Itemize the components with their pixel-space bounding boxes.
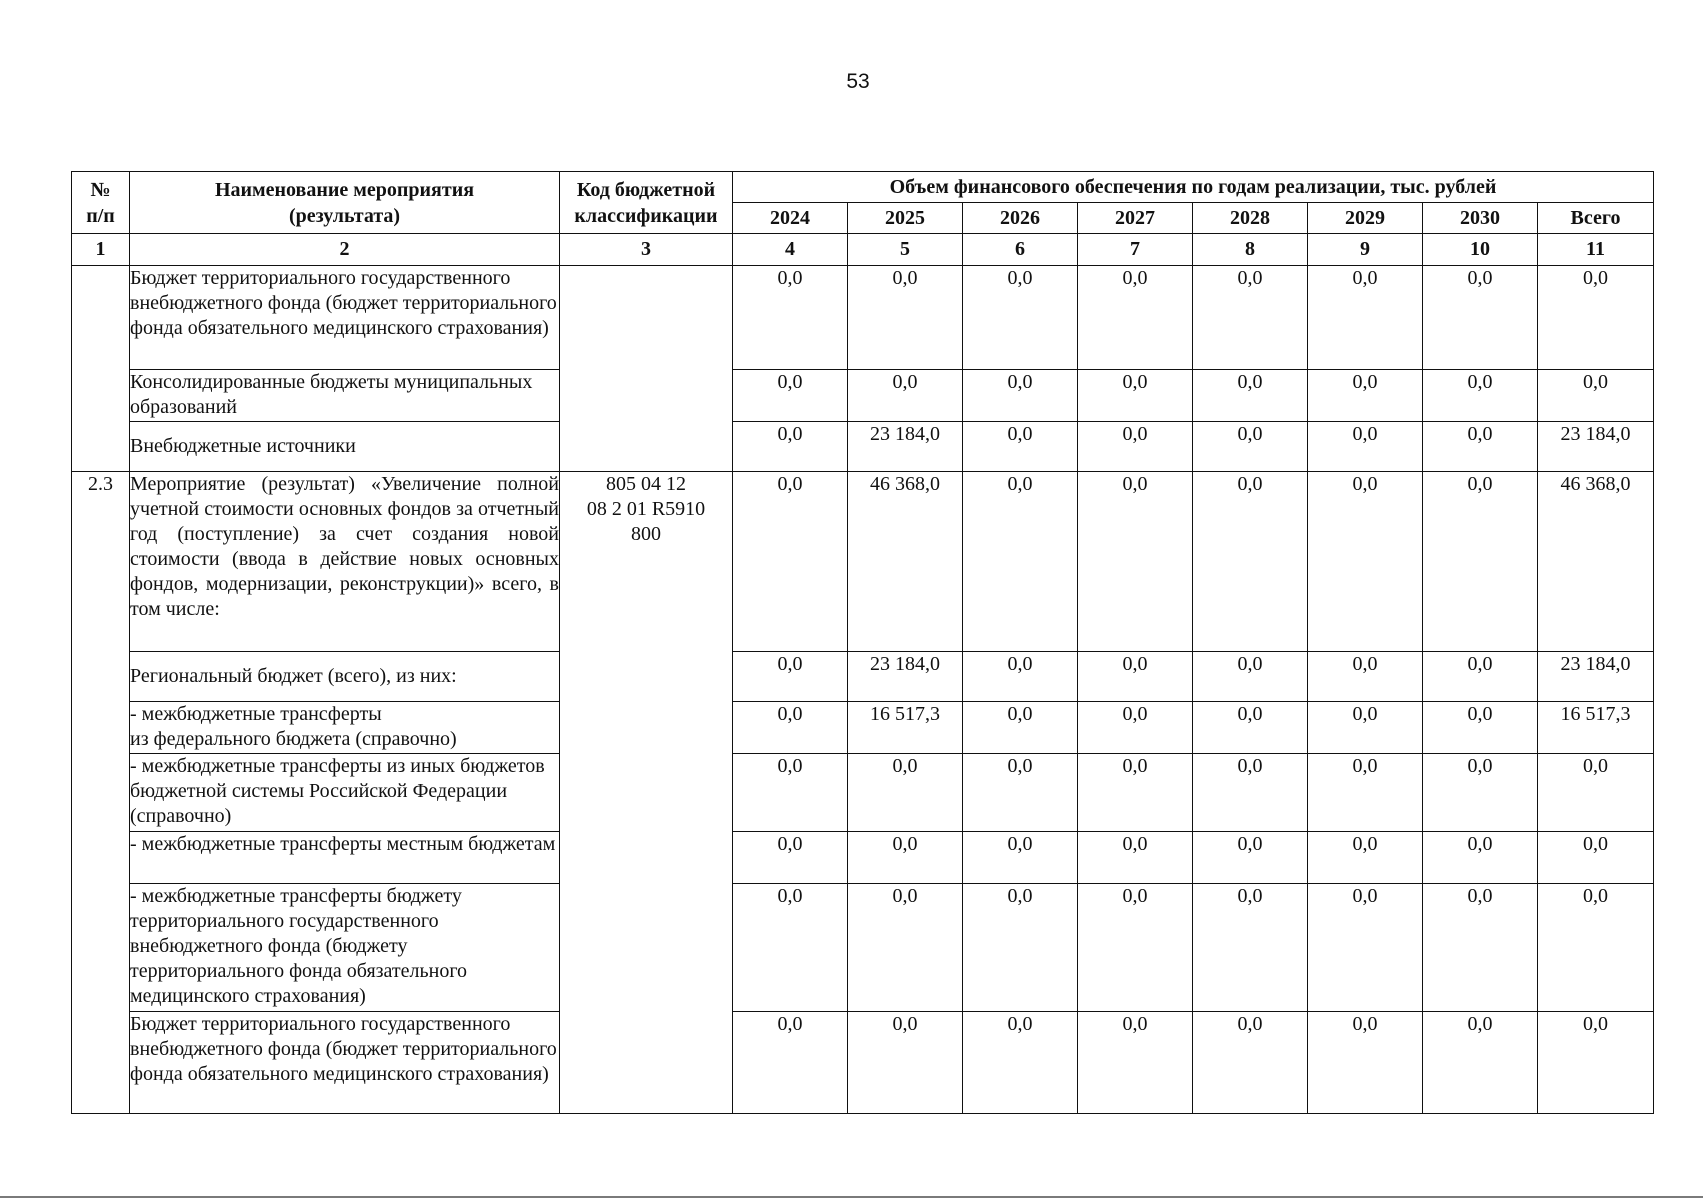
value-cell: 0,0 [1193, 370, 1308, 422]
value-cell: 0,0 [1078, 370, 1193, 422]
column-number: 11 [1538, 234, 1654, 266]
value-cell: 0,0 [1193, 754, 1308, 832]
value-cell: 0,0 [1308, 472, 1423, 652]
column-number: 1 [72, 234, 130, 266]
value-cell: 0,0 [1193, 472, 1308, 652]
header-year: 2029 [1308, 203, 1423, 234]
column-number: 8 [1193, 234, 1308, 266]
table-row [72, 422, 1654, 472]
value-cell: 0,0 [733, 266, 848, 370]
value-cell: 0,0 [1538, 370, 1654, 422]
value-cell: 46 368,0 [1538, 472, 1654, 652]
value-cell: 0,0 [733, 754, 848, 832]
header-year: 2028 [1193, 203, 1308, 234]
value-cell: 0,0 [1078, 884, 1193, 1012]
value-cell: 0,0 [1308, 702, 1423, 754]
value-cell: 23 184,0 [848, 422, 963, 472]
column-number: 4 [733, 234, 848, 266]
page-number: 53 [846, 70, 870, 93]
value-cell: 0,0 [963, 472, 1078, 652]
value-cell: 46 368,0 [848, 472, 963, 652]
value-cell: 0,0 [733, 1012, 848, 1114]
value-cell: 0,0 [1193, 422, 1308, 472]
header-year: 2024 [733, 203, 848, 234]
value-cell: 0,0 [733, 370, 848, 422]
value-cell: 0,0 [1193, 832, 1308, 884]
value-cell: 0,0 [1308, 884, 1423, 1012]
activity-name: Бюджет территориального государственного внебюджетного фонда (бюджет территориального фонда обязательного медицинского страхования) [130, 1012, 560, 1114]
value-cell: 0,0 [733, 832, 848, 884]
activity-name: Мероприятие (результат) «Увеличение полной учетной стоимости основных фондов за отчетный год (поступление) за счет создания новой стоимости (ввода в действие новых основных фондов, модернизации, реконструкции)» всего, в том числе: [130, 472, 560, 652]
activity-name: - межбюджетные трансферты из иных бюджетов бюджетной системы Российской Федерации (справочно) [130, 754, 560, 832]
value-cell: 0,0 [963, 370, 1078, 422]
value-cell: 0,0 [1078, 1012, 1193, 1114]
value-cell: 0,0 [1078, 754, 1193, 832]
value-cell: 0,0 [1423, 652, 1538, 702]
value-cell: 0,0 [1078, 422, 1193, 472]
value-cell: 0,0 [1423, 422, 1538, 472]
column-number: 6 [963, 234, 1078, 266]
value-cell: 0,0 [848, 754, 963, 832]
value-cell: 0,0 [733, 652, 848, 702]
value-cell: 0,0 [1423, 370, 1538, 422]
activity-name: Бюджет территориального государственного внебюджетного фонда (бюджет территориального фонда обязательного медицинского страхования) [130, 266, 560, 370]
value-cell: 0,0 [1538, 754, 1654, 832]
activity-name: - межбюджетные трансферты местным бюджетам [130, 832, 560, 884]
value-cell: 0,0 [1308, 652, 1423, 702]
activity-name: Региональный бюджет (всего), из них: [130, 652, 560, 702]
column-number: 5 [848, 234, 963, 266]
header-budget-code: Код бюджетной классификации [560, 172, 733, 234]
row-number-cell [72, 266, 130, 472]
column-number: 2 [130, 234, 560, 266]
value-cell: 0,0 [963, 266, 1078, 370]
value-cell: 0,0 [1538, 266, 1654, 370]
activity-name: - межбюджетные трансферты из федерального бюджета (справочно) [130, 702, 560, 754]
header-year: 2026 [963, 203, 1078, 234]
value-cell: 0,0 [1193, 652, 1308, 702]
table-row [72, 1012, 1654, 1114]
value-cell: 0,0 [963, 652, 1078, 702]
value-cell: 23 184,0 [1538, 652, 1654, 702]
value-cell: 0,0 [1078, 652, 1193, 702]
value-cell: 0,0 [1193, 266, 1308, 370]
column-number: 7 [1078, 234, 1193, 266]
value-cell: 0,0 [733, 884, 848, 1012]
value-cell: 0,0 [733, 472, 848, 652]
column-number: 9 [1308, 234, 1423, 266]
value-cell: 0,0 [1538, 1012, 1654, 1114]
budget-code: 805 04 12 08 2 01 R5910 800 [560, 472, 733, 1114]
activity-name: Консолидированные бюджеты муниципальных образований [130, 370, 560, 422]
value-cell: 0,0 [1078, 832, 1193, 884]
value-cell: 0,0 [963, 422, 1078, 472]
value-cell: 0,0 [1308, 370, 1423, 422]
value-cell: 0,0 [1193, 702, 1308, 754]
value-cell: 0,0 [733, 422, 848, 472]
value-cell: 0,0 [1308, 266, 1423, 370]
value-cell: 0,0 [1423, 266, 1538, 370]
table-row [72, 702, 1654, 754]
budget-code-cell [560, 266, 733, 472]
value-cell: 0,0 [1423, 1012, 1538, 1114]
table-row [72, 652, 1654, 702]
header-year: 2027 [1078, 203, 1193, 234]
header-total: Всего [1538, 203, 1654, 234]
value-cell: 0,0 [1423, 832, 1538, 884]
header-row-number: № п/п [72, 172, 130, 234]
table-row [72, 472, 1654, 652]
value-cell: 0,0 [1423, 754, 1538, 832]
table-row [72, 832, 1654, 884]
value-cell: 0,0 [963, 702, 1078, 754]
value-cell: 0,0 [1193, 884, 1308, 1012]
value-cell: 0,0 [1308, 1012, 1423, 1114]
value-cell: 0,0 [963, 832, 1078, 884]
value-cell: 0,0 [848, 266, 963, 370]
value-cell: 0,0 [1423, 884, 1538, 1012]
page-bottom-rule [0, 1196, 1703, 1198]
header-activity-name: Наименование мероприятия (результата) [130, 172, 560, 234]
value-cell: 23 184,0 [848, 652, 963, 702]
value-cell: 0,0 [1308, 832, 1423, 884]
table-row [72, 884, 1654, 1012]
value-cell: 0,0 [963, 754, 1078, 832]
value-cell: 0,0 [1193, 1012, 1308, 1114]
column-number: 3 [560, 234, 733, 266]
header-year: 2025 [848, 203, 963, 234]
value-cell: 0,0 [1423, 472, 1538, 652]
value-cell: 0,0 [963, 884, 1078, 1012]
value-cell: 0,0 [1308, 422, 1423, 472]
budget-table [71, 171, 1654, 1114]
value-cell: 0,0 [848, 832, 963, 884]
header-year: 2030 [1423, 203, 1538, 234]
row-number: 2.3 [72, 472, 130, 1114]
table-row [72, 754, 1654, 832]
value-cell: 23 184,0 [1538, 422, 1654, 472]
activity-name: - межбюджетные трансферты бюджету территориального государственного внебюджетного фонда (бюджету территориального фонда обязательного медицинского страхования) [130, 884, 560, 1012]
header-funding-volume: Объем финансового обеспечения по годам реализации, тыс. рублей [733, 172, 1654, 203]
value-cell: 0,0 [1308, 754, 1423, 832]
value-cell: 0,0 [733, 702, 848, 754]
value-cell: 0,0 [848, 884, 963, 1012]
value-cell: 16 517,3 [1538, 702, 1654, 754]
value-cell: 0,0 [848, 1012, 963, 1114]
activity-name: Внебюджетные источники [130, 422, 560, 472]
value-cell: 0,0 [1078, 702, 1193, 754]
value-cell: 0,0 [1538, 884, 1654, 1012]
value-cell: 0,0 [848, 370, 963, 422]
value-cell: 0,0 [1078, 266, 1193, 370]
value-cell: 0,0 [1423, 702, 1538, 754]
value-cell: 0,0 [1078, 472, 1193, 652]
table-row [72, 266, 1654, 370]
value-cell: 16 517,3 [848, 702, 963, 754]
value-cell: 0,0 [963, 1012, 1078, 1114]
column-number: 10 [1423, 234, 1538, 266]
table-row [72, 370, 1654, 422]
value-cell: 0,0 [1538, 832, 1654, 884]
